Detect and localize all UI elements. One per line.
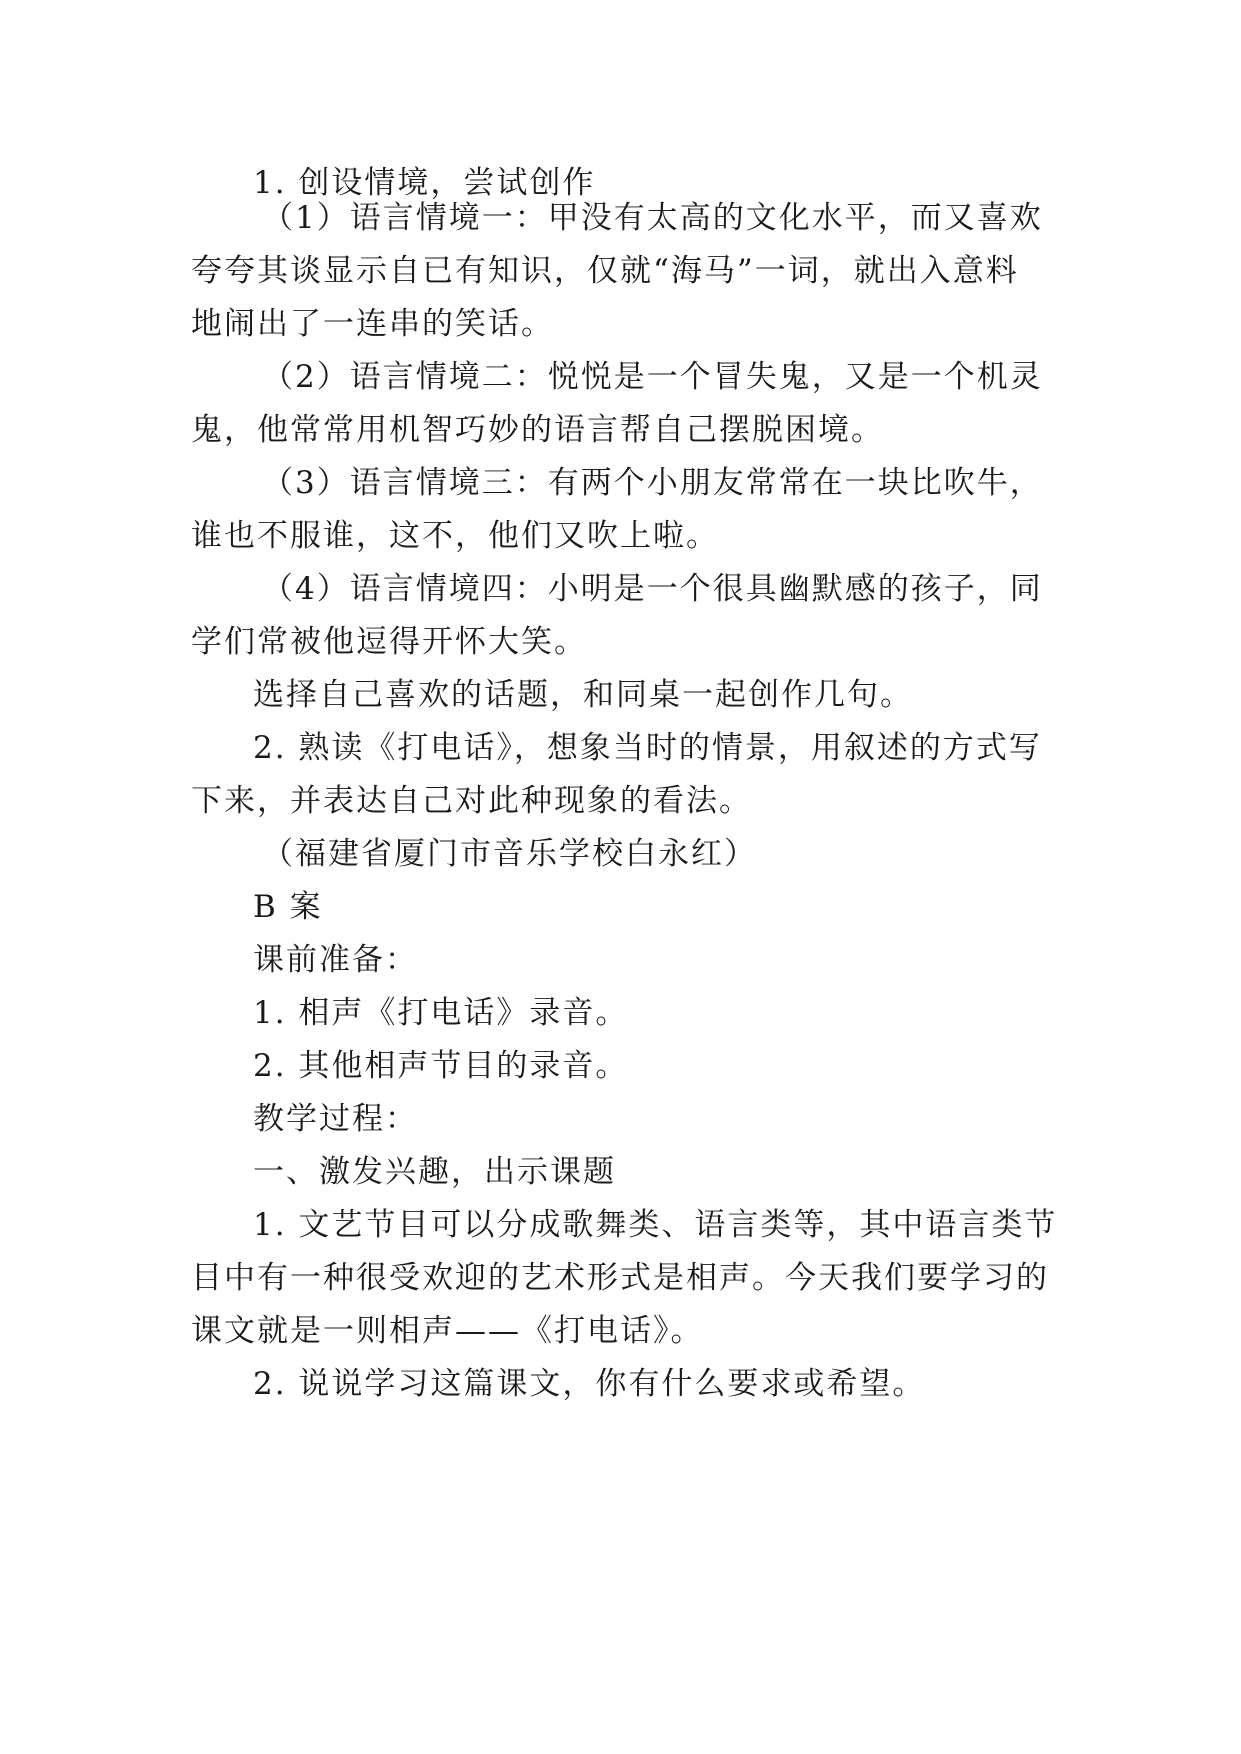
section-heading-plan-b: B 案 [253,889,323,925]
paragraph-situation-3-line-1: （3）语言情境三：有两个小朋友常常在一块比吹牛， [262,465,1043,501]
heading-stimulate-interest: 一、激发兴趣，出示课题 [253,1154,616,1190]
paragraph-situation-1-line-1: （1）语言情境一：甲没有太高的文化水平，而又喜欢 [262,200,1043,236]
paragraph-read-phone-call-line-1: 2. 熟读《打电话》，想象当时的情景，用叙述的方式写 [253,730,1042,766]
paragraph-situation-2-line-2: 鬼，他常常用机智巧妙的语言帮自己摆脱困境。 [191,412,884,448]
paragraph-art-forms-line-3: 课文就是一则相声——《打电话》。 [191,1313,704,1349]
paragraph-situation-3-line-2: 谁也不服谁，这不，他们又吹上啦。 [191,518,719,554]
paragraph-art-forms-line-1: 1. 文艺节目可以分成歌舞类、语言类等，其中语言类节 [253,1207,1058,1243]
list-item-preparation-1: 1. 相声《打电话》录音。 [253,995,629,1031]
paragraph-read-phone-call-line-2: 下来，并表达自己对此种现象的看法。 [191,783,752,819]
paragraph-situation-1-line-3: 地闹出了一连串的笑话。 [191,306,554,342]
paragraph-situation-4-line-1: （4）语言情境四：小明是一个很具幽默感的孩子，同 [262,571,1043,607]
paragraph-situation-1-line-2: 夸夸其谈显示自已有知识，仅就“海马”一词，就出入意料 [191,253,1019,289]
paragraph-situation-4-line-2: 学们常被他逗得开怀大笑。 [191,624,587,660]
heading-teaching-process: 教学过程： [253,1101,418,1137]
heading-1-create-situation: 1. 创设情境，尝试创作 [253,165,596,201]
paragraph-expectations: 2. 说说学习这篇课文，你有什么要求或希望。 [253,1366,926,1402]
heading-preparation: 课前准备： [253,942,418,978]
paragraph-situation-2-line-1: （2）语言情境二：悦悦是一个冒失鬼，又是一个机灵 [262,359,1043,395]
author-attribution: （福建省厦门市音乐学校白永红） [262,836,757,872]
paragraph-choose-topic: 选择自己喜欢的话题，和同桌一起创作几句。 [253,677,913,713]
paragraph-art-forms-line-2: 目中有一种很受欢迎的艺术形式是相声。今天我们要学习的 [191,1260,1049,1296]
list-item-preparation-2: 2. 其他相声节目的录音。 [253,1048,629,1084]
